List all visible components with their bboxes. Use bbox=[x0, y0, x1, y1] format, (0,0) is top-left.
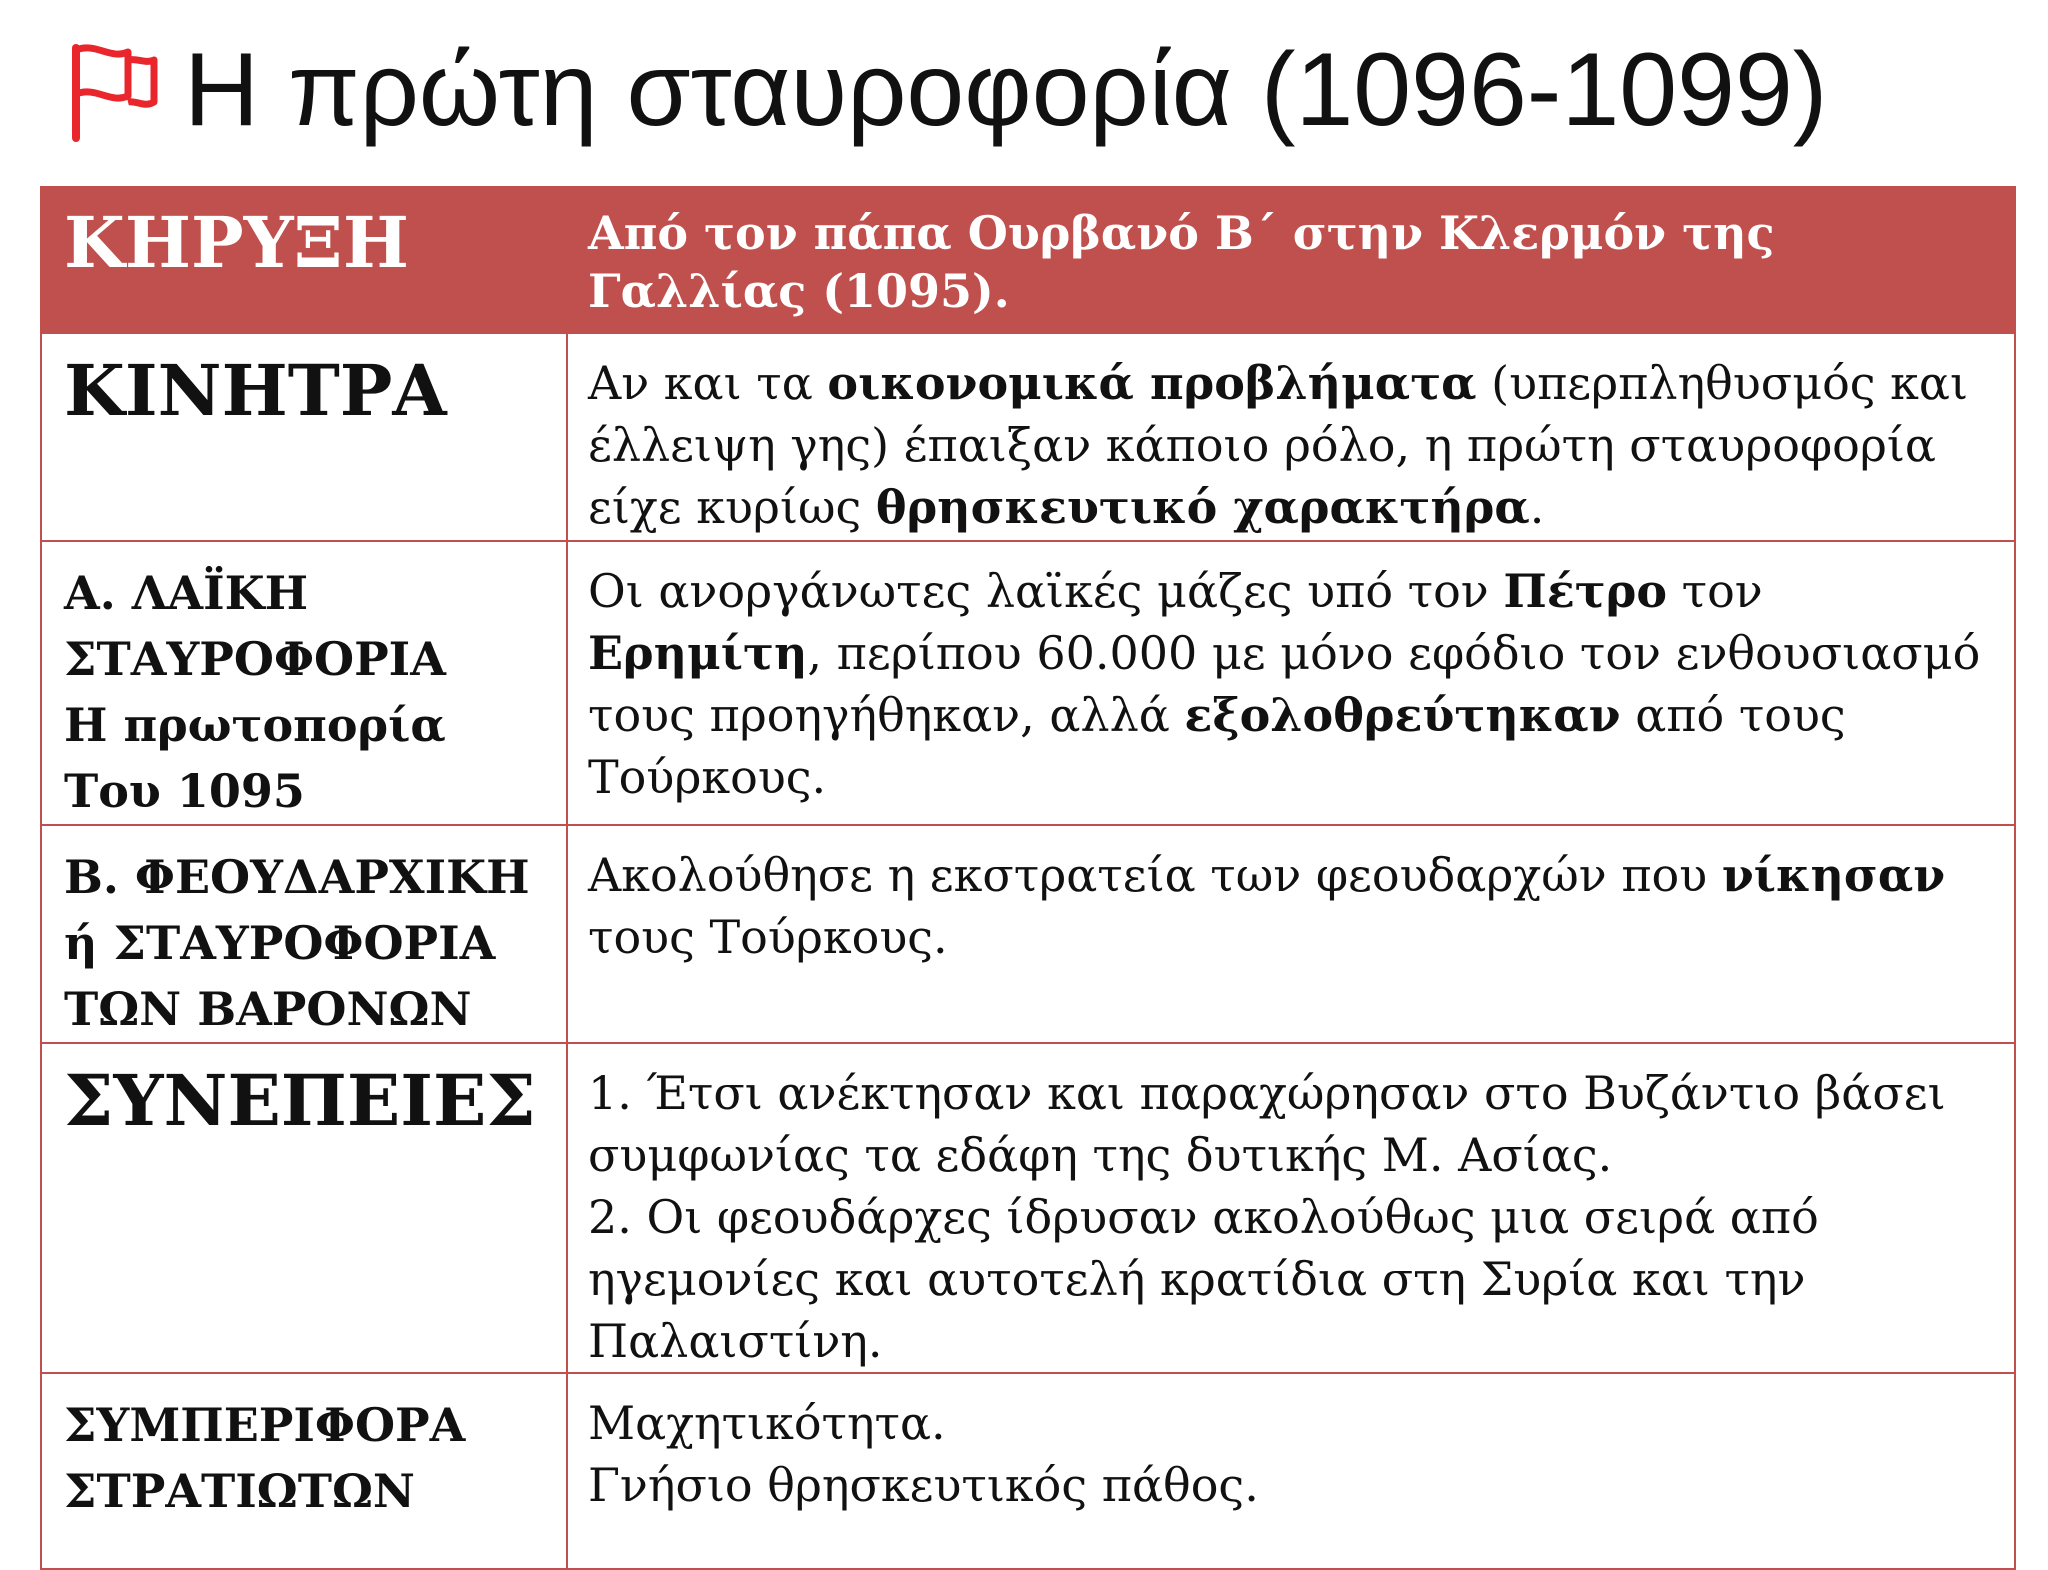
body-text: από τους Τούρκους. bbox=[588, 688, 1846, 804]
row-text bbox=[567, 187, 2015, 333]
slide-header bbox=[66, 30, 1827, 150]
row-label-line: ΣΤΡΑΤΙΩΤΩΝ bbox=[64, 1464, 415, 1518]
paragraph: 2. Οι φεουδάρχες ίδρυσαν ακολούθως μια σειρά από ηγεμονίες και αυτοτελή κρατίδια στη Συρία και την Παλαιστίνη. bbox=[588, 1190, 1819, 1368]
table-row bbox=[41, 541, 2015, 825]
table-row bbox=[41, 333, 2015, 541]
table-row bbox=[41, 187, 2015, 333]
row-label-line: Η πρωτοπορία bbox=[64, 698, 446, 752]
emphasis-text: θρησκευτικό χαρακτήρα bbox=[875, 480, 1530, 534]
body-text: Αν και τα bbox=[588, 356, 828, 410]
flag-icon bbox=[66, 38, 158, 142]
body-text: Ακολούθησε η εκστρατεία των φεουδαρχών που bbox=[588, 848, 1722, 902]
crusade-summary-table bbox=[40, 186, 2016, 1570]
paragraph: Γνήσιο θρησκευτικός πάθος. bbox=[588, 1458, 1259, 1512]
slide-title: Η πρώτη σταυροφορία (1096-1099) bbox=[184, 32, 1828, 148]
body-text: . bbox=[1529, 480, 1545, 534]
paragraph: 1. Έτσι ανέκτησαν και παραχώρησαν στο Βυζάντιο βάσει συμφωνίας τα εδάφη της δυτικής Μ. Ασίας. bbox=[588, 1066, 1946, 1182]
row-label-line: Β. ΦΕΟΥΔΑΡΧΙΚΗ bbox=[64, 850, 530, 904]
body-text: , περίπου 60.000 με μόνο εφόδιο τον ενθουσιασμό τους προηγήθηκαν, αλλά bbox=[588, 626, 1981, 742]
emphasis-text: Ερημίτη bbox=[588, 626, 808, 680]
row-label bbox=[41, 333, 567, 541]
table-row bbox=[41, 1043, 2015, 1373]
row-label-line: ΚΙΝΗΤΡΑ bbox=[64, 349, 447, 432]
row-label-line: ΣΥΝΕΠΕΙΕΣ bbox=[64, 1059, 536, 1142]
row-label-line: ΣΤΑΥΡΟΦΟΡΙΑ bbox=[64, 632, 446, 686]
row-text bbox=[567, 825, 2015, 1043]
row-label-line: ή ΣΤΑΥΡΟΦΟΡΙΑ bbox=[64, 916, 496, 970]
body-text: Οι ανοργάνωτες λαϊκές μάζες υπό τον bbox=[588, 564, 1504, 618]
row-label-line: Α. ΛΑΪΚΗ bbox=[64, 566, 309, 620]
emphasis-text: Πέτρο bbox=[1503, 564, 1668, 618]
row-label bbox=[41, 541, 567, 825]
body-text: Από τον πάπα Ουρβανό Β΄ στην Κλερμόν της Γαλλίας (1095). bbox=[588, 206, 1775, 318]
body-text: (υπερπληθυσμός και έλλειψη γης) έπαιξαν κάποιο ρόλο, η πρώτη σταυροφορία είχε κυρίως bbox=[588, 356, 1969, 534]
row-label-line: ΚΗΡΥΞΗ bbox=[64, 201, 409, 284]
row-label bbox=[41, 1043, 567, 1373]
table-row bbox=[41, 825, 2015, 1043]
row-text bbox=[567, 1043, 2015, 1373]
row-label bbox=[41, 825, 567, 1043]
body-text: τον bbox=[1667, 564, 1763, 618]
row-text bbox=[567, 1373, 2015, 1569]
table-row bbox=[41, 1373, 2015, 1569]
row-label bbox=[41, 1373, 567, 1569]
row-text bbox=[567, 333, 2015, 541]
emphasis-text: νίκησαν bbox=[1721, 848, 1946, 902]
row-label bbox=[41, 187, 567, 333]
body-text: τους Τούρκους. bbox=[588, 910, 948, 964]
row-label-line: ΤΩΝ ΒΑΡΟΝΩΝ bbox=[64, 982, 472, 1036]
paragraph: Μαχητικότητα. bbox=[588, 1396, 946, 1450]
row-label-line: ΣΥΜΠΕΡΙΦΟΡΑ bbox=[64, 1398, 466, 1452]
row-label-line: Του 1095 bbox=[64, 764, 305, 818]
row-text bbox=[567, 541, 2015, 825]
emphasis-text: εξολοθρεύτηκαν bbox=[1184, 688, 1621, 742]
emphasis-text: οικονομικά προβλήματα bbox=[827, 356, 1477, 410]
